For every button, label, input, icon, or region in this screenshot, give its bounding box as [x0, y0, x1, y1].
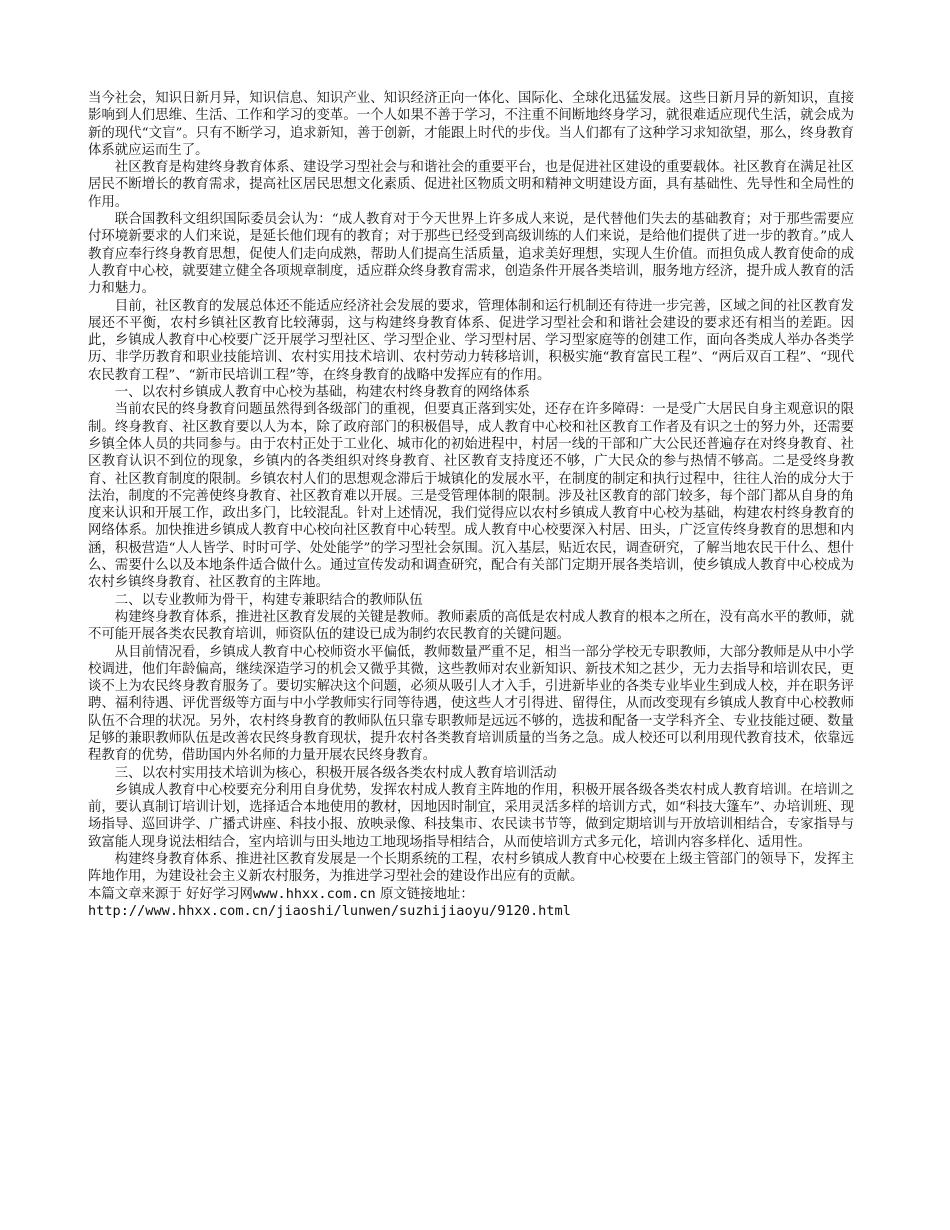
paragraph-6: 构建终身教育体系，推进社区教育发展的关键是教师。教师素质的高低是农村成人教育的根本之所在，没有高水平的教师，就不可能开展各类农民教育培训，师资队伍的建设已成为制约农民教育的关键问题。: [88, 609, 854, 643]
source-attribution: [88, 886, 854, 921]
source-link-label: 原文链接地址：: [375, 886, 474, 902]
section-heading-2: 二、以专业教师为骨干，构建专兼职结合的教师队伍: [114, 592, 423, 608]
paragraph-3: 联合国教科文组织国际委员会认为：“成人教育对于今天世界上许多成人来说，是代替他们失去的基础教育；对于那些需要应付环境新要求的人们来说，是延长他们现有的教育；对于那些已经受到高级训练的人们来说，是给他们提供了进一步的教育。”成人教育应奉行终身教育思想，促使人们走向成熟，帮助人们提高生活质量，追求美好理想，实现人生价值。而担负成人教育使命的成人教育中心校，就要建立健全各项规章制度，适应群众终身教育需求，创造条件开展各类培训，服务地方经济，提升成人教育的活力和魅力。: [88, 212, 854, 297]
paragraph-9: 构建终身教育体系、推进社区教育发展是一个长期系统的工程，农村乡镇成人教育中心校要在上级主管部门的领导下，发挥主阵地作用，为建设社会主义新农村服务，为推进学习型社会的建设作出应有的贡献。: [88, 852, 854, 885]
source-prefix: 本篇文章来源于 好好学习网: [88, 886, 253, 902]
paragraph-1: 当今社会，知识日新月异，知识信息、知识产业、知识经济正向一体化、国际化、全球化迅猛发展。这些日新月异的新知识，直接影响到人们思维、生活、工作和学习的变革。一个人如果不善于学习，不注重不间断地终身学习，就很难适应现代生活，就会成为新的现代“文盲”。只有不断学习，追求新知，善于创新，才能跟上时代的步伐。当人们都有了这种学习求知欲望，那么，终身教育体系就应运而生了。: [88, 91, 854, 158]
paragraph-4: 目前，社区教育的发展总体还不能适应经济社会发展的要求，管理体制和运行机制还有待进一步完善，区域之间的社区教育发展还不平衡，农村乡镇社区教育比较薄弱，这与构建终身教育体系、促进学习型社会和和谐社会建设的要求还有相当的差距。因此，乡镇成人教育中心校要广泛开展学习型社区、学习型企业、学习型村居、学习型家庭等的创建工作，面向各类成人举办各类学历、非学历教育和职业技能培训、农村实用技术培训、农村劳动力转移培训，积极实施“教育富民工程”、“两后双百工程”、“现代农民教育工程”、“新市民培训工程”等，在终身教育的战略中发挥应有的作用。: [88, 298, 854, 383]
paragraph-2: 社区教育是构建终身教育体系、建设学习型社会与和谐社会的重要平台，也是促进社区建设的重要载体。社区教育在满足社区居民不断增长的教育需求，提高社区居民思想文化素质、促进社区物质文明和精神文明建设方面，具有基础性、先导性和全局性的作用。: [88, 160, 854, 210]
section-heading-3: 三、以农村实用技术培训为核心，积极开展各级各类农村成人教育培训活动: [114, 765, 557, 781]
section-heading-1: 一、以农村乡镇成人教育中心校为基础，构建农村终身教育的网络体系: [114, 385, 530, 401]
paragraph-7: 从目前情况看，乡镇成人教育中心校师资水平偏低，教师数量严重不足，相当一部分学校无专职教师，大部分教师是从中小学校调进，他们年龄偏高，继续深造学习的机会又微乎其微，这些教师对农业新知识、新技术知之甚少，无力去指导和培训农民，更谈不上为农民终身教育服务了。要切实解决这个问题，必须从吸引人才入手，引进新毕业的各类专业毕业生到成人校，并在职务评聘、福利待遇、评优晋级等方面与中小学教师实行同等待遇，使这些人才引得进、留得住，从而改变现有乡镇成人教育中心校教师队伍不合理的状况。另外，农村终身教育的教师队伍只靠专职教师是远远不够的，选拔和配备一支学科齐全、专业技能过硬、数量足够的兼职教师队伍是改善农民终身教育现状，提升农村各类教育培训质量的当务之急。成人校还可以利用现代教育技术，依靠远程教育的优势，借助国内外名师的力量开展农民终身教育。: [88, 644, 854, 764]
article-body: [88, 90, 854, 920]
paragraph-8: 乡镇成人教育中心校要充分利用自身优势，发挥农村成人教育主阵地的作用，积极开展各级各类农村成人教育培训。在培训之前，要认真制订培训计划，选择适合本地使用的教材，因地因时制宜，采用灵活多样的培训方式，如“科技大篷车”、办培训班、现场指导、巡回讲学、广播式讲座、科技小报、放映录像、科技集市、农民读书节等，做到定期培训与开放培训相结合，专家指导与致富能人现身说法相结合，室内培训与田头地边工地现场指导相结合，从而使培训方式多元化，培训内容多样化、适用性。: [88, 782, 854, 850]
source-url-link[interactable]: http://www.hhxx.com.cn/jiaoshi/lunwen/suzhijiaoyu/9120.html: [88, 902, 571, 919]
paragraph-5: 当前农民的终身教育问题虽然得到各级部门的重视，但要真正落到实处，还存在许多障碍：一是受广大居民自身主观意识的限制。终身教育、社区教育要以人为本，除了政府部门的积极倡导，成人教育中心校和社区教育工作者及有识之士的努力外，还需要乡镇全体人员的共同参与。由于农村正处于工业化、城市化的初始进程中，村居一线的干部和广大公民还普遍存在对终身教育、社区教育认识不到位的现象，乡镇内的各类组织对终身教育、社区教育支持度还不够，广大民众的参与热情不够高。二是受终身教育、社区教育制度的限制。乡镇农村人们的思想观念滞后于城镇化的发展水平，在制度的制定和执行过程中，往往人治的成分大于法治，制度的不完善使终身教育、社区教育难以开展。三是受管理体制的限制。涉及社区教育的部门较多，每个部门都从自身的角度来认识和开展工作，政出多门，比较混乱。针对上述情况，我们觉得应以农村乡镇成人教育中心校为基础，构建农村终身教育的网络体系。加快推进乡镇成人教育中心校向社区教育中心转型。成人教育中心校要深入村居、田头，广泛宣传终身教育的思想和内涵，积极营造“人人皆学、时时可学、处处能学”的学习型社会氛围。沉入基层，贴近农民，调查研究，了解当地农民干什么、想什么、需要什么以及本地条件适合做什么。通过宣传发动和调查研究，配合有关部门定期开展各类培训，使乡镇成人教育中心校成为农村乡镇终身教育、社区教育的主阵地。: [88, 402, 854, 591]
source-site-link[interactable]: www.hhxx.com.cn: [252, 885, 376, 902]
